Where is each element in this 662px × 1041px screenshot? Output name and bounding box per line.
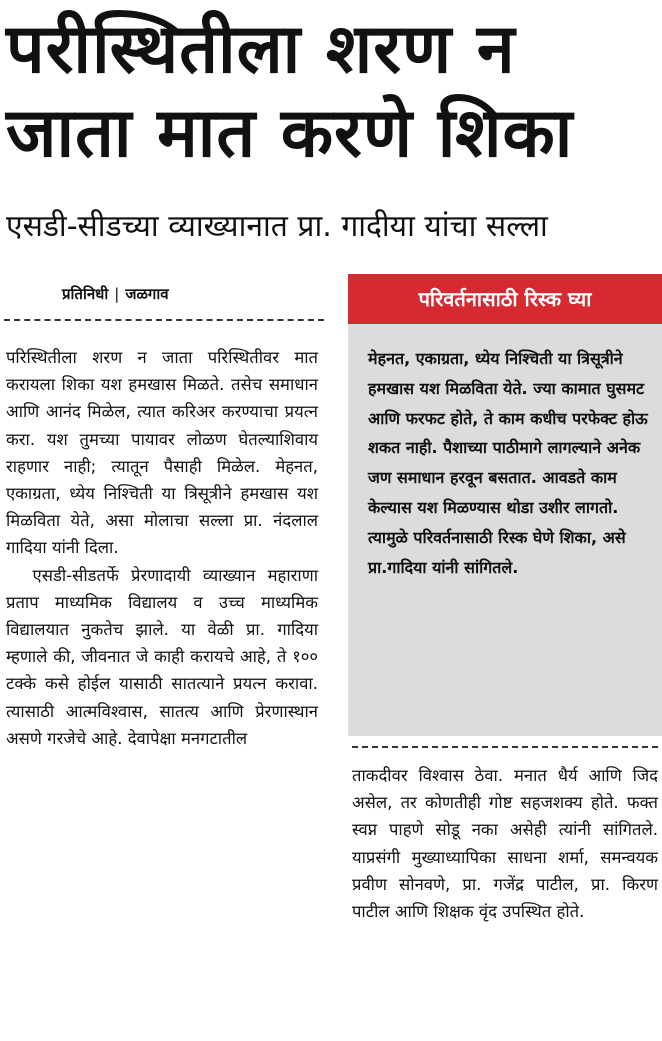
byline — [62, 284, 169, 304]
byline-city: जळगाव — [125, 285, 169, 303]
subheadline: एसडी-सीडच्या व्याख्यानात प्रा. गादीया यांचा सल्ला — [6, 209, 548, 244]
article-paragraph-2: एसडी-सीडतर्फे प्रेरणादायी व्याख्यान महाराणा प्रताप माध्यमिक विद्यालय व उच्च माध्यमिक विद्यालयात नुकतेच झाले. या वेळी प्रा. गादिया म्हणाले की, जीवनात जे काही करायचे आहे, ते १०० टक्के कसे होईल यासाठी सातत्याने प्रयत्न करावा. त्यासाठी आत्मविश्वास, सातत्य आणि प्रेरणास्थान असणे गरजेचे आहे. देवापेक्षा मनगटातील — [6, 565, 318, 748]
article-column-right — [352, 762, 658, 925]
article-column-left — [6, 344, 318, 752]
divider-right — [352, 746, 658, 748]
sidebar-text: मेहनत, एकाग्रता, ध्येय निश्चिती या त्रिसूत्रीने हमखास यश मिळविता येते. ज्या कामात घुसमट आणि फरफट होते, ते काम कधीच परफेक्ट होऊ शकत नाही. पैशाच्या पाठीमागे लागल्याने अनेक जण समाधान हरवून बसतात. आवडते काम केल्यास यश मिळण्यास थोडा उशीर लागतो. त्यामुळे परिवर्तनासाठी रिस्क घेणे शिका, असे प्रा.गादिया यांनी सांगितले. — [368, 349, 648, 577]
headline-line-2: जाता मात करणे शिका — [6, 94, 574, 173]
byline-separator: | — [114, 285, 120, 303]
divider-left — [4, 319, 324, 321]
article-paragraph-3: ताकदीवर विश्वास ठेवा. मनात धैर्य आणि जिद असेल, तर कोणतीही गोष्ट सहजशक्य होते. फक्त स्वप्न पाहणे सोडू नका असेही त्यांनी सांगितले. याप्रसंगी मुख्याध्यापिका साधना शर्मा, समन्वयक प्रवीण सोनवणे, प्रा. गजेंद्र पाटील, प्रा. किरण पाटील आणि शिक्षक वृंद उपस्थित होते. — [352, 766, 658, 922]
headline — [6, 8, 658, 176]
byline-reporter: प्रतिनिधी — [62, 285, 109, 303]
sidebar-title: परिवर्तनासाठी रिस्क घ्या — [348, 274, 662, 324]
headline-line-1: परीस्थितीला शरण न — [6, 10, 516, 89]
sidebar-box — [348, 324, 662, 736]
article-paragraph-1: परिस्थितीला शरण न जाता परिस्थितीवर मात करायला शिका यश हमखास मिळते. तसेच समाधान आणि आनंद मिळेल, त्यात करिअर करण्याचा प्रयत्न करा. यश तुमच्या पायावर लोळण घेतल्याशिवाय राहणार नाही; त्यातून पैसाही मिळेल. मेहनत, एकाग्रता, ध्येय निश्चिती या त्रिसूत्रीने हमखास यश मिळविता येते, असा मोलाचा सल्ला प्रा. नंदलाल गादिया यांनी दिला. — [6, 348, 318, 558]
